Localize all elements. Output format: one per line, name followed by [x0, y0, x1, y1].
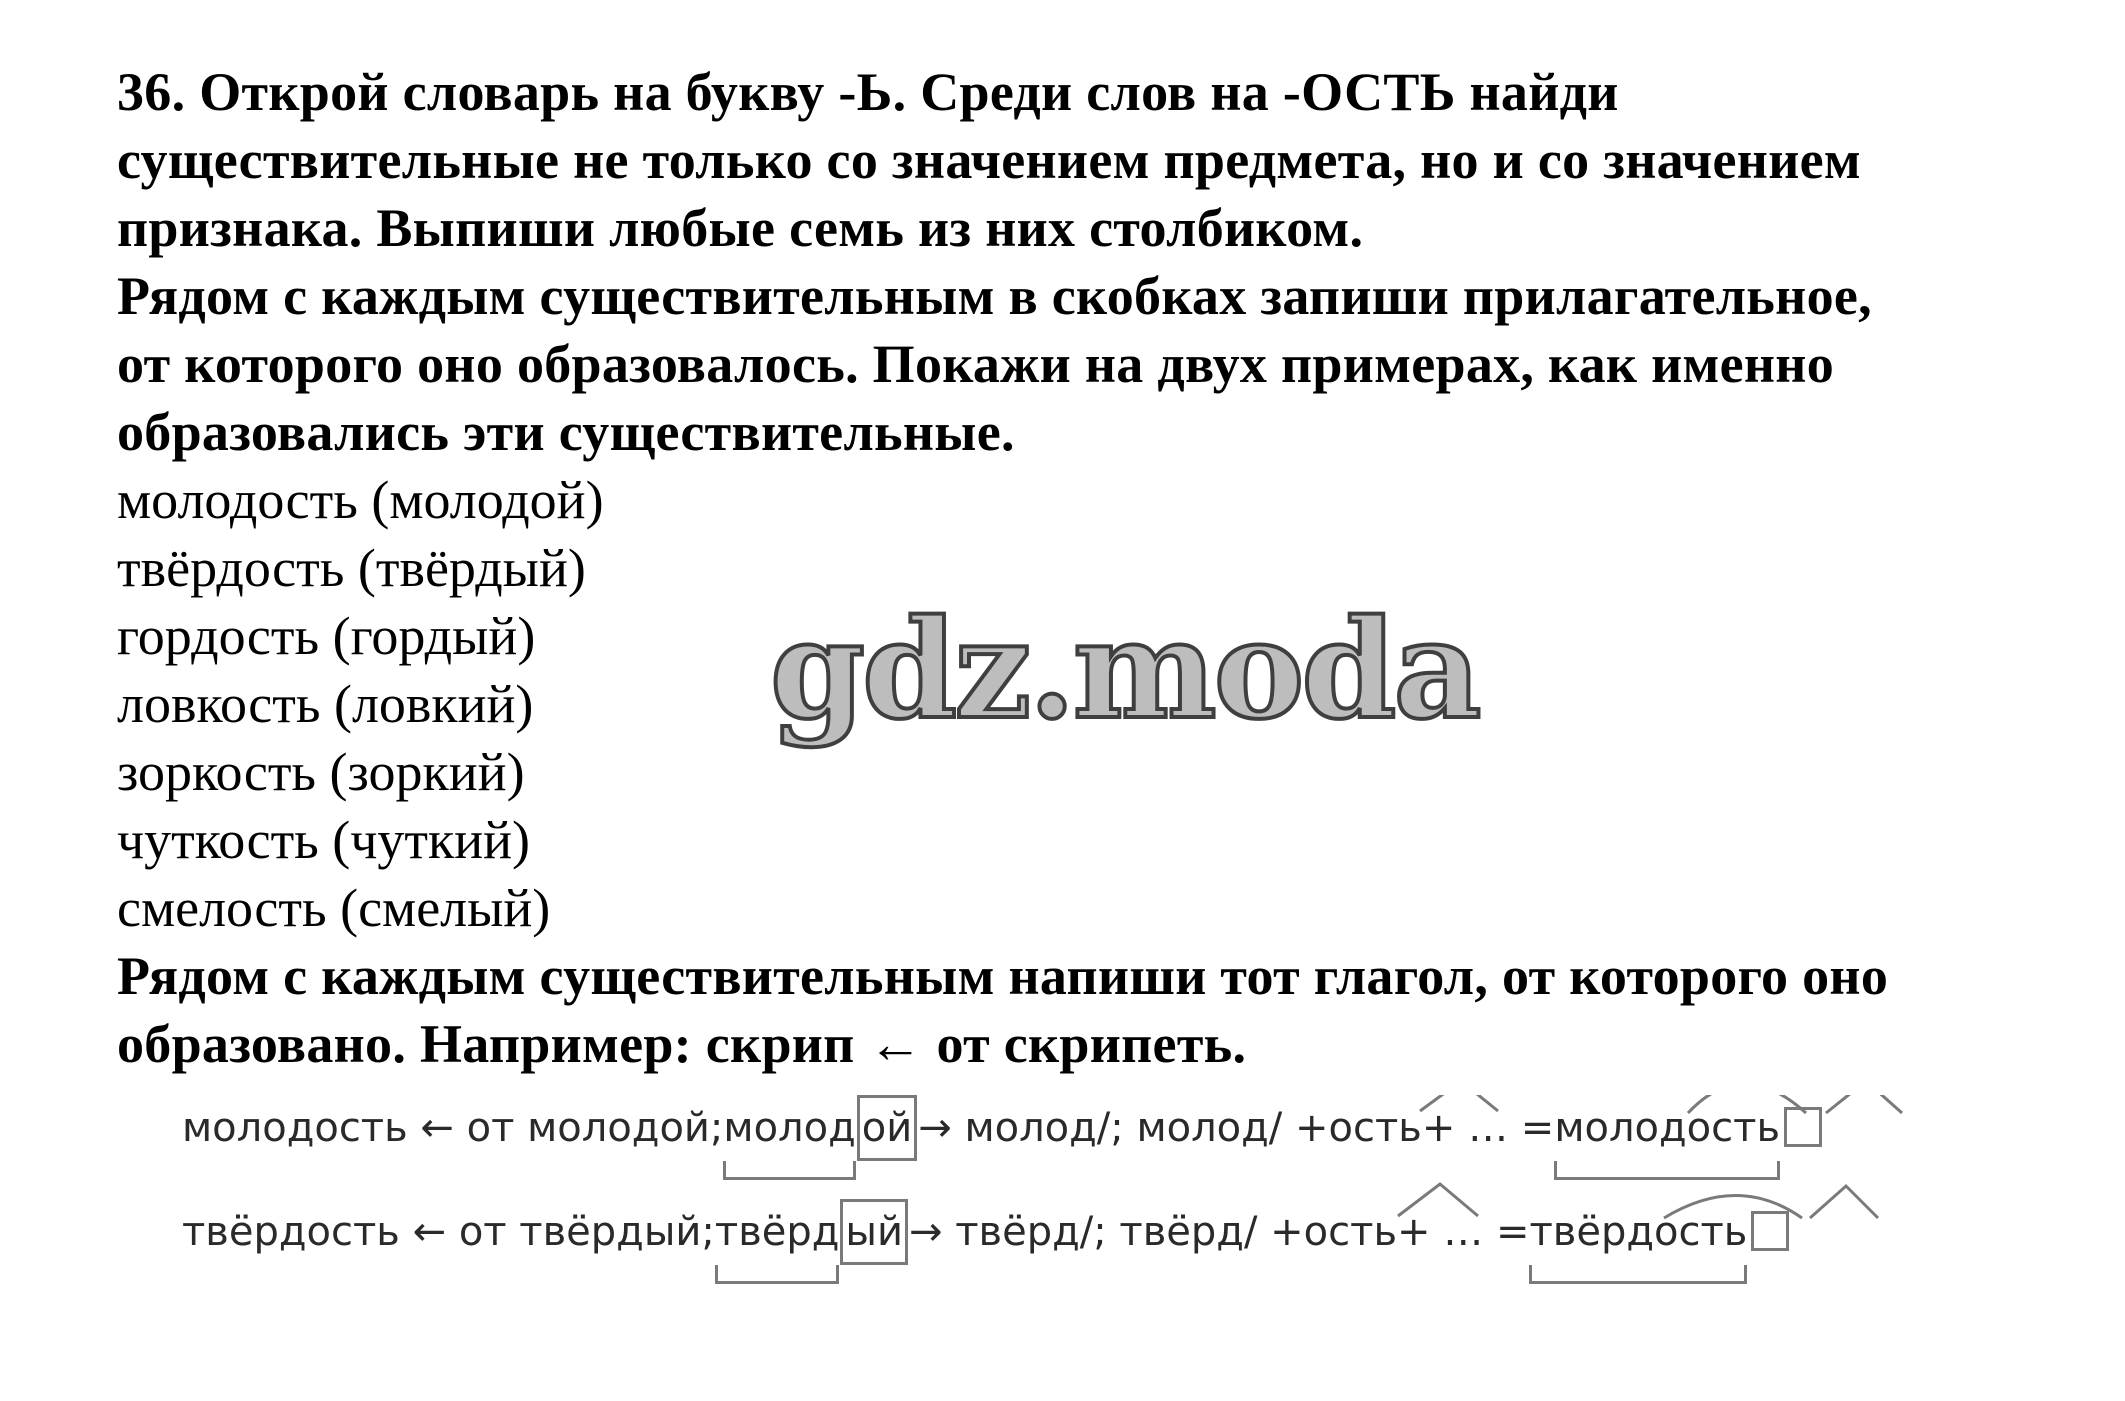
stem-text: молод	[723, 1105, 856, 1151]
suffix-part: ость	[1328, 1105, 1422, 1151]
task-text	[117, 58, 2067, 1078]
suffix-mark	[1826, 1095, 1902, 1113]
answer-line: смелость (смелый)	[117, 878, 551, 938]
zero-ending-box	[1784, 1107, 1822, 1147]
stem-bracket-mark	[1529, 1265, 1747, 1284]
result-word	[1529, 1202, 1747, 1262]
ending-part: ый	[840, 1199, 908, 1265]
answer-line: молодость (молодой)	[117, 470, 604, 530]
result-word	[1554, 1098, 1780, 1158]
analysis-row-2	[182, 1199, 1789, 1259]
followup-line: Рядом с каждым существительным напиши тот глагол, от которого оно	[117, 946, 1889, 1006]
analysis-text: → молод/; молод/ +	[918, 1105, 1329, 1151]
suffix-part: ость	[1303, 1209, 1398, 1255]
stem-bracket-mark	[1554, 1161, 1780, 1180]
heading-line: от которого оно образовалось. Покажи на двух примерах, как именно	[117, 334, 1835, 394]
heading-line: признака. Выпиши любые семь из них столбиком.	[117, 198, 1364, 258]
stem-part	[723, 1098, 855, 1158]
stem-part	[715, 1202, 840, 1262]
analysis-text: твёрдость ← от твёрдый;	[182, 1209, 715, 1255]
heading-line: существительные не только со значением предмета, но и со значением	[117, 130, 1861, 190]
stem-bracket-mark	[723, 1161, 855, 1180]
analysis-row-1	[182, 1095, 1822, 1155]
zero-ending-box	[1751, 1211, 1789, 1251]
heading-line: Рядом с каждым существительным в скобках запиши прилагательное,	[117, 266, 1872, 326]
result-text: молодость	[1554, 1105, 1781, 1151]
heading-line: 36. Открой словарь на букву -Ь. Среди слов на -ОСТЬ найди	[117, 62, 1619, 122]
analysis-text: + … =	[1397, 1209, 1530, 1255]
followup-line: образовано. Например: скрип ← от скрипеть.	[117, 1014, 1247, 1074]
answer-line: ловкость (ловкий)	[117, 674, 534, 734]
analysis-text: → твёрд/; твёрд/ +	[909, 1209, 1304, 1255]
answer-line: зоркость (зоркий)	[117, 742, 525, 802]
suffix-mark	[1810, 1186, 1878, 1218]
answer-line: твёрдость (твёрдый)	[117, 538, 586, 598]
stem-text: твёрд	[714, 1209, 840, 1255]
watermark-logo: gdz.moda	[770, 590, 1479, 750]
stem-bracket-mark	[715, 1265, 840, 1284]
heading-line: образовались эти существительные.	[117, 402, 1015, 462]
word-analysis	[182, 1095, 2022, 1335]
answer-line: гордость (гордый)	[117, 606, 536, 666]
analysis-text: + … =	[1421, 1105, 1555, 1151]
ending-part: ой	[857, 1095, 917, 1161]
result-text: твёрдость	[1529, 1209, 1748, 1255]
answer-line: чуткость (чуткий)	[117, 810, 531, 870]
analysis-text: молодость ← от молодой;	[182, 1105, 724, 1151]
